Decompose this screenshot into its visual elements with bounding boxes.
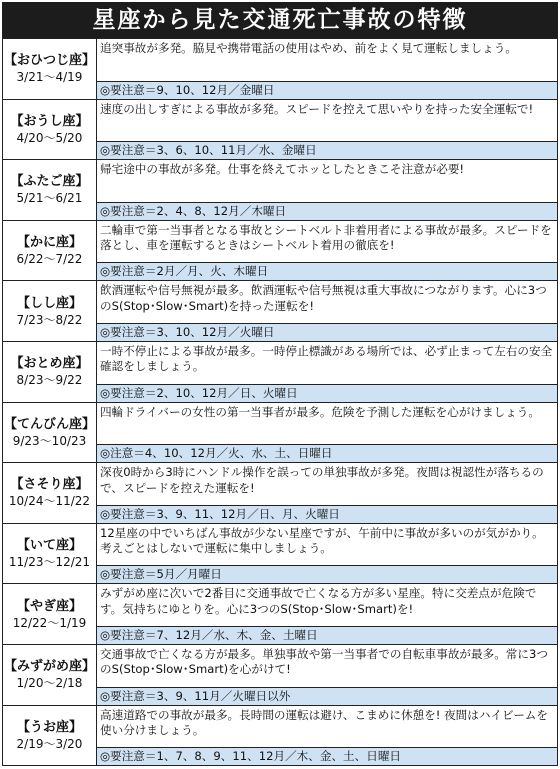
zodiac-sign-cell [3, 100, 97, 160]
page [2, 2, 558, 765]
zodiac-sign-cell [3, 160, 97, 220]
zodiac-sign-cell [3, 342, 97, 402]
zodiac-content [97, 100, 557, 160]
zodiac-table [2, 38, 558, 766]
table-row [3, 220, 557, 281]
accident-description: 深夜0時から3時にハンドル操作を誤っての単独事故が多発。夜間は視認性が落ちるので、スピードを控えた運転を! [97, 463, 557, 505]
zodiac-sign-dates: 5/21～6/21 [16, 191, 83, 206]
zodiac-sign-dates: 7/23～8/22 [16, 312, 83, 327]
accident-description: 二輪車で第一当事者となる事故とシートベルト非着用者による事故が最多。スピードを落とし、車を運転するときはシートベルト着用の徹底を! [97, 221, 557, 263]
zodiac-sign-cell [3, 584, 97, 644]
table-row [3, 583, 557, 644]
zodiac-sign-cell [3, 403, 97, 463]
table-row [3, 341, 557, 402]
zodiac-content [97, 706, 557, 766]
zodiac-content [97, 160, 557, 220]
caution-note: ◎要注意＝3、9、11月／火曜日以外 [97, 687, 557, 705]
zodiac-content [97, 463, 557, 523]
accident-description: 速度の出しすぎによる事故が多発。スピードを控えて思いやりを持った安全運転で! [97, 100, 557, 142]
zodiac-sign-dates: 6/22～7/22 [16, 252, 83, 267]
zodiac-sign-name: 【おひつじ座】 [3, 53, 95, 69]
zodiac-sign-dates: 3/21～4/19 [16, 70, 83, 85]
zodiac-sign-name: 【うお座】 [16, 719, 82, 735]
caution-note: ◎要注意＝1、7、8、9、11、12月／木、金、土、日曜日 [97, 747, 557, 765]
accident-description: 一時不停止による事故が最多。一時停止標識がある場所では、必ず止まって左右の安全確認をしましょう。 [97, 342, 557, 384]
zodiac-sign-name: 【いて座】 [16, 538, 82, 554]
zodiac-content [97, 221, 557, 281]
caution-note: ◎要注意＝2、10、12月／日、火曜日 [97, 384, 557, 402]
zodiac-sign-name: 【しし座】 [16, 295, 82, 311]
zodiac-content [97, 39, 557, 99]
table-row [3, 644, 557, 705]
zodiac-sign-cell [3, 39, 97, 99]
caution-note: ◎要注意＝2月／月、火、木曜日 [97, 262, 557, 280]
caution-note: ◎要注意＝3、9、11、12月／日、月、火曜日 [97, 505, 557, 523]
zodiac-sign-name: 【おとめ座】 [10, 356, 89, 372]
caution-note: ◎注意＝4、10、12月／火、水、土、日曜日 [97, 444, 557, 462]
zodiac-sign-name: 【ふたご座】 [10, 174, 89, 190]
zodiac-sign-name: 【かに座】 [16, 235, 82, 251]
table-row [3, 38, 557, 99]
zodiac-sign-dates: 8/23～9/22 [16, 373, 83, 388]
table-row [3, 280, 557, 341]
table-row [3, 705, 557, 766]
zodiac-sign-cell [3, 706, 97, 766]
zodiac-content [97, 524, 557, 584]
zodiac-sign-cell [3, 281, 97, 341]
table-row [3, 462, 557, 523]
accident-description: 追突事故が多発。脇見や携帯電話の使用はやめ、前をよく見て運転しましょう。 [97, 39, 557, 81]
zodiac-sign-cell [3, 524, 97, 584]
zodiac-sign-name: 【やぎ座】 [16, 598, 82, 614]
caution-note: ◎要注意＝7、12月／水、木、金、土曜日 [97, 626, 557, 644]
page-title: 星座から見た交通死亡事故の特徴 [2, 2, 558, 38]
accident-description: 帰宅途中の事故が多発。仕事を終えてホッとしたときこそ注意が必要! [97, 160, 557, 202]
caution-note: ◎要注意＝3、10、12月／火曜日 [97, 323, 557, 341]
zodiac-content [97, 403, 557, 463]
zodiac-sign-name: 【おうし座】 [10, 113, 89, 129]
accident-description: 12星座の中でいちばん事故が少ない星座ですが、午前中に事故が多いのが気がかり。考えごとはしないで運転に集中しましょう。 [97, 524, 557, 566]
zodiac-sign-name: 【てんびん座】 [3, 416, 95, 432]
table-row [3, 523, 557, 584]
table-row [3, 402, 557, 463]
zodiac-sign-dates: 12/22～1/19 [12, 615, 87, 630]
caution-note: ◎要注意＝9、10、12月／金曜日 [97, 81, 557, 99]
zodiac-content [97, 281, 557, 341]
zodiac-sign-dates: 11/23～12/21 [8, 555, 91, 570]
zodiac-sign-dates: 2/19～3/20 [16, 736, 83, 751]
zodiac-sign-dates: 4/20～5/20 [16, 130, 83, 145]
accident-description: 交通事故で亡くなる方が最多。単独事故や第一当事者での自転車事故が最多。常に3つのS(Stop･Slow･Smart)を心がけて! [97, 645, 557, 687]
caution-note: ◎要注意＝3、6、10、11月／水、金曜日 [97, 141, 557, 159]
zodiac-sign-dates: 1/20～2/18 [16, 676, 83, 691]
caution-note: ◎要注意＝5月／月曜日 [97, 565, 557, 583]
accident-description: 四輪ドライバーの女性の第一当事者が最多。危険を予測した運転を心がけましょう。 [97, 403, 557, 445]
table-row [3, 159, 557, 220]
table-row [3, 99, 557, 160]
caution-note: ◎要注意＝2、4、8、12月／木曜日 [97, 202, 557, 220]
zodiac-sign-cell [3, 221, 97, 281]
zodiac-sign-cell [3, 645, 97, 705]
zodiac-sign-dates: 10/24～11/22 [8, 494, 91, 509]
zodiac-sign-dates: 9/23～10/23 [12, 433, 87, 448]
accident-description: 高速道路での事故が最多。長時間の運転は避け、こまめに休憩を! 夜間はハイビームを使い分けましょう。 [97, 706, 557, 748]
zodiac-content [97, 645, 557, 705]
zodiac-sign-cell [3, 463, 97, 523]
accident-description: 飲酒運転や信号無視が最多。飲酒運転や信号無視は重大事故につながります。心に3つのS(Stop･Slow･Smart)を持った運転を! [97, 281, 557, 323]
zodiac-content [97, 342, 557, 402]
zodiac-sign-name: 【みずがめ座】 [3, 659, 95, 675]
zodiac-sign-name: 【さそり座】 [10, 477, 89, 493]
accident-description: みずがめ座に次いで2番目に交通事故で亡くなる方が多い星座。特に交差点が危険です。気持ちにゆとりを。心に3つのS(Stop･Slow･Smart)を! [97, 584, 557, 626]
zodiac-content [97, 584, 557, 644]
